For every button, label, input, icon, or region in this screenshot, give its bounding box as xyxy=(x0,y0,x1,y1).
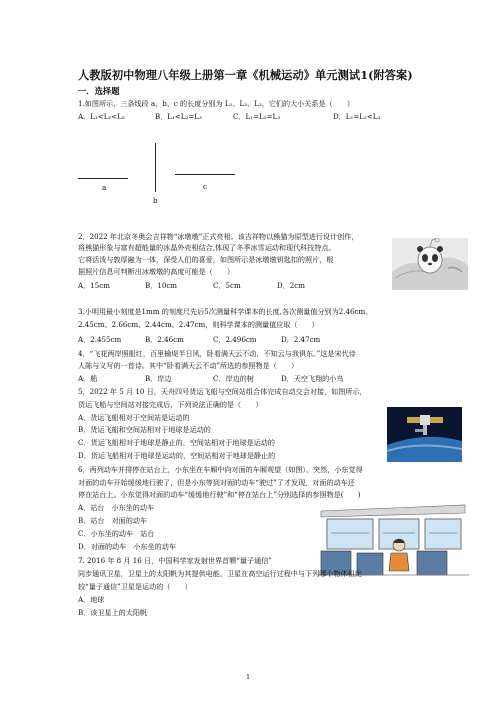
q1-option-a: A．L₁<L₂<L₃ xyxy=(78,112,125,121)
q4-option-a: A．船 xyxy=(78,374,98,383)
q3-option-c: C．2.496cm xyxy=(213,335,257,344)
q7-line-3: 较“量子通信”卫星是运动的（ ） xyxy=(78,582,192,591)
segment-c-label: c xyxy=(203,182,208,191)
segment-c xyxy=(175,174,235,175)
q3-line-2: 2.45cm、2.66cm、2.44cm、2.47cm，则科学课本的测量值应取（ ） xyxy=(78,320,319,329)
q3-option-d: D．2.47cm xyxy=(281,335,321,344)
q7-line-2: 同步通讯卫星，卫星上的太阳帆为其提供电能，卫星在高空运行过程中与下列哪个物体相比 xyxy=(78,569,362,578)
section-heading: 一．选择题 xyxy=(78,86,120,96)
q6-line-2: 对面的动车开始缓缓地行驶了，但是小东等到对面的动车“驶过”了才发现，对面的动车还 xyxy=(78,478,355,487)
q4-line-1: 4．“飞花两岸照船红，百里榆堤半日风，卧看满天云不动，不知云与我俱东。”这是宋代诗 xyxy=(78,349,356,358)
q5-option-d: D．货运飞船相对于地球是运动的，空间站相对于地球是静止的 xyxy=(78,451,276,460)
q5-option-a: A．货运飞船相对于空间站是运动的 xyxy=(78,413,190,422)
q1-option-b: B．L₁<L₂=L₃ xyxy=(155,112,202,121)
page-number: 1 xyxy=(246,673,251,681)
q3-line-1: 3.小明用最小刻度是1mm 的刻度尺先后5次测量科学课本的长度,各次测量值分别为2.46cm、 xyxy=(78,307,373,316)
q6-line-1: 6．两列动车并排停在站台上，小东坐在车厢中向对面的车厢观望（如图）。突然，小东觉得 xyxy=(78,465,363,474)
segment-a xyxy=(78,178,128,179)
q1-option-d: D．L₁=L₂<L₃ xyxy=(333,112,381,121)
segment-b-label: b xyxy=(153,196,158,205)
q2-line-2: 将熊猫形象与富有超能量的冰晶外壳相结合,体现了冬季冰雪运动和现代科技特点。 xyxy=(78,243,336,252)
q6-line-3: 停在站台上。小东觉得对面的动车“缓缓地行驶”和“停在站台上”分别选择的参照物是( ) xyxy=(78,490,361,499)
q1-option-c: C．L₁=L₂=L₃ xyxy=(233,112,281,121)
document-title: 人教版初中物理八年级上册第一章《机械运动》单元测试1(附答案) xyxy=(78,68,413,82)
q4-option-c: C．岸边的树 xyxy=(213,374,254,383)
q6-option-a: A．站台 小东坐的动车 xyxy=(78,503,155,512)
segment-a-label: a xyxy=(102,183,107,192)
q5-line-2: 货运飞船与空间站对接完成后，下列说法正确的是（ ） xyxy=(78,400,263,409)
q5-option-b: B．货运飞船和空间站相对于地球是运动的 xyxy=(78,425,211,434)
q6-option-c: C．小东坐的动车 站台 xyxy=(78,529,155,538)
q2-option-b: B．10cm xyxy=(145,281,178,290)
q2-line-4: 据照片信息可判断出冰墩墩的高度可能是（ ） xyxy=(78,267,235,276)
q2-option-c: C．5cm xyxy=(213,281,241,290)
q4-option-b: B．岸边 xyxy=(145,374,172,383)
spacecraft-docking-photo xyxy=(387,407,462,462)
q2-line-1: 2．2022 年北京冬奥会吉祥物“冰墩墩”正式亮相。该吉祥物以熊猫为原型进行设计创作， xyxy=(78,232,359,241)
q3-option-b: B．2.46cm xyxy=(145,335,184,344)
q2-option-a: A．15cm xyxy=(78,281,110,290)
q2-line-3: 它将活泼与敦厚融为一体，深受人们的喜爱，如图所示是冰墩墩钥匙扣的照片，根 xyxy=(78,255,334,264)
q6-option-b: B．站台 对面的动车 xyxy=(78,516,148,525)
q4-option-d: D．天空飞翔的小鸟 xyxy=(281,374,344,383)
q7-line-1: 7. 2016 年 8 月 16 日，中国科学家发射世界首颗“量子通信” xyxy=(78,556,272,565)
bing-dwen-dwen-keychain-photo xyxy=(392,238,468,290)
segment-b xyxy=(155,143,156,192)
q5-line-1: 5．2022 年 5 月 10 日，天舟四号货运飞船与空间站组合体完成自动交会对接，如图所示， xyxy=(78,387,367,396)
q5-option-c: C．货运飞船相对于地球是静止的，空间站相对于地球是运动的 xyxy=(78,438,275,447)
train-carriage-illustration xyxy=(317,501,469,579)
q1-stem: 1.如图所示，三条线段 a、b、c 的长度分别为 L₁、L₂、L₃，它们的大小关系是（ ） xyxy=(78,99,354,108)
q4-line-2: 人陈与义写的一首诗。其中“卧看满天云不动”所选的参照物是（ ） xyxy=(78,361,299,370)
q6-option-d: D．对面的动车 小东坐的动车 xyxy=(78,542,176,551)
q2-option-d: D．2cm xyxy=(277,281,305,290)
q7-option-a: A．地球 xyxy=(78,595,105,604)
q3-option-a: A．2.455cm xyxy=(78,335,122,344)
q7-option-b: B．该卫星上的太阳帆 xyxy=(78,608,148,617)
